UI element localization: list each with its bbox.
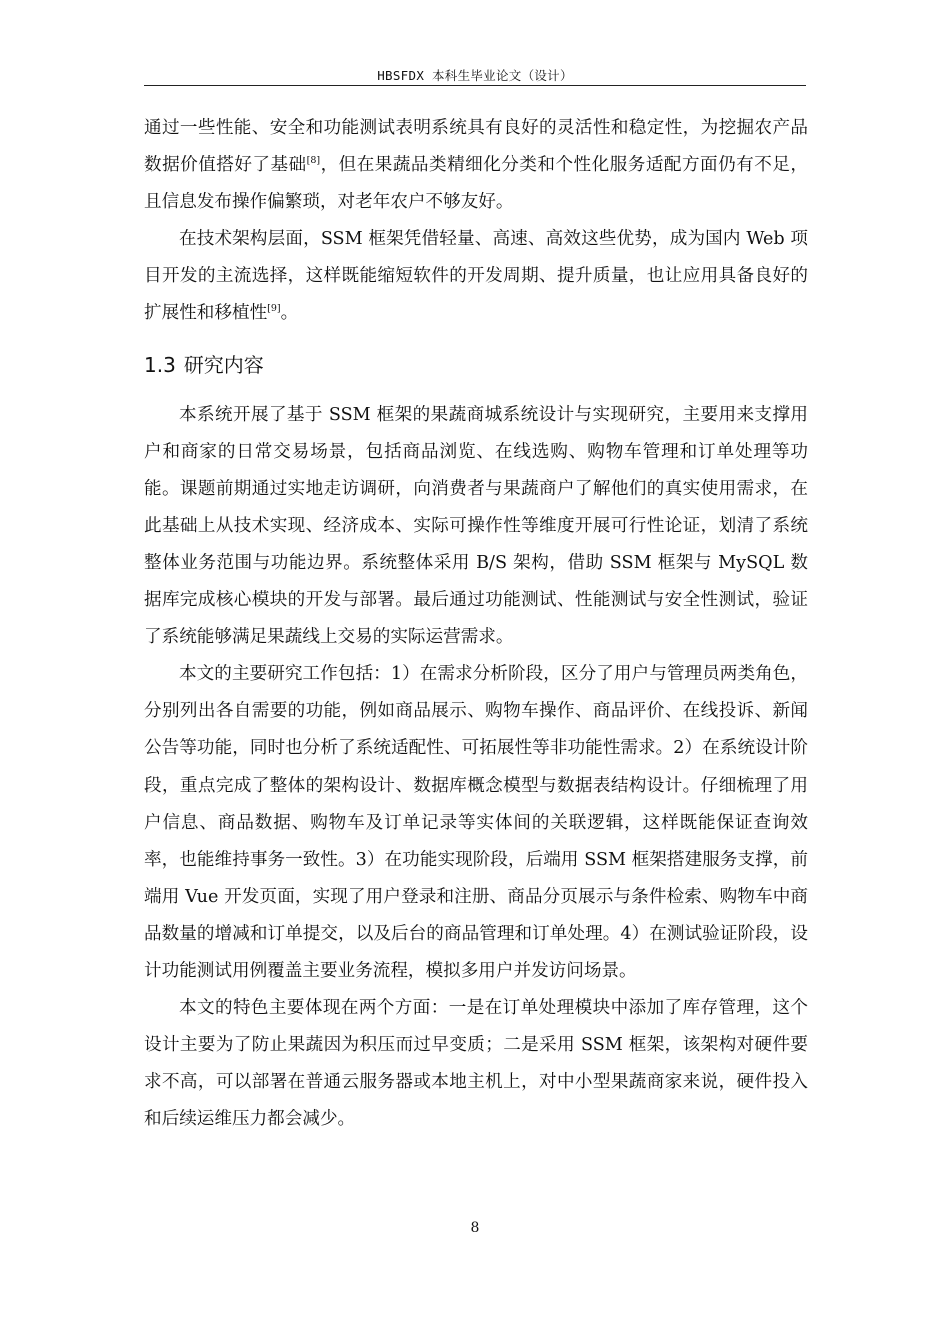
body-text bbox=[144, 110, 808, 1138]
header-rule bbox=[144, 85, 806, 86]
paragraph-text: 通过一些性能、安全和功能测试表明系统具有良好的灵活性和稳定性，为挖掘农产品数据价值搭好了基础 bbox=[144, 118, 808, 176]
citation-ref: [8] bbox=[306, 155, 321, 167]
page-header: HBSFDX 本科生毕业论文（设计） bbox=[377, 68, 573, 83]
paragraph-text: 。 bbox=[280, 303, 299, 324]
citation-ref: [9] bbox=[267, 303, 281, 315]
paragraph-overview: 本系统开展了基于 SSM 框架的果蔬商城系统设计与实现研究，主要用来支撑用户和商家的日常交易场景，包括商品浏览、在线选购、购物车管理和订单处理等功能。课题前期通过实地走访调研，向消费者与果蔬商户了解他们的真实使用需求，在此基础上从技术实现、经济成本、实际可操作性等维度开展可行性论证，划清了系统整体业务范围与功能边界。系统整体采用 B/S 架构，借助 SSM 框架与 MySQL 数据库完成核心模块的开发与部署。最后通过功能测试、性能测试与安全性测试，验证了系统能够满足果蔬线上交易的实际运营需求。 bbox=[144, 404, 808, 648]
section-number: 1.3 bbox=[144, 352, 176, 377]
page-number: 8 bbox=[470, 1220, 480, 1236]
paragraph-architecture bbox=[144, 221, 808, 332]
paragraph-text: ，但在果蔬品类精细化分类和个性化服务适配方面仍有不足，且信息发布操作偏繁琐，对老年农户不够友好。 bbox=[144, 155, 808, 213]
paragraph-features: 本文的特色主要体现在两个方面：一是在订单处理模块中添加了库存管理，这个设计主要为了防止果蔬因为积压而过早变质；二是采用 SSM 框架，该架构对硬件要求不高，可以部署在普通云服务器或本地主机上，对中小型果蔬商家来说，硬件投入和后续运维压力都会减少。 bbox=[144, 998, 808, 1130]
paragraph-research-work: 本文的主要研究工作包括：1）在需求分析阶段，区分了用户与管理员两类角色，分别列出各自需要的功能，例如商品展示、购物车操作、商品评价、在线投诉、新闻公告等功能，同时也分析了系统适配性、可拓展性等非功能性需求。2）在系统设计阶段，重点完成了整体的架构设计、数据库概念模型与数据表结构设计。仔细梳理了用户信息、商品数据、购物车及订单记录等实体间的关联逻辑，这样既能保证查询效率，也能维持事务一致性。3）在功能实现阶段，后端用 SSM 框架搭建服务支撑，前端用 Vue 开发页面，实现了用户登录和注册、商品分页展示与条件检索、购物车中商品数量的增减和订单提交，以及后台的商品管理和订单处理。4）在测试验证阶段，设计功能测试用例覆盖主要业务流程，模拟多用户并发访问场景。 bbox=[144, 664, 808, 981]
paragraph-text: 在技术架构层面，SSM 框架凭借轻量、高速、高效这些优势，成为国内 Web 项目开发的主流选择，这样既能缩短软件的开发周期、提升质量，也让应用具备良好的扩展性和移植性 bbox=[144, 229, 808, 324]
section-title: 研究内容 bbox=[183, 352, 264, 377]
paragraph-continued bbox=[144, 110, 808, 221]
section-heading bbox=[144, 333, 808, 397]
